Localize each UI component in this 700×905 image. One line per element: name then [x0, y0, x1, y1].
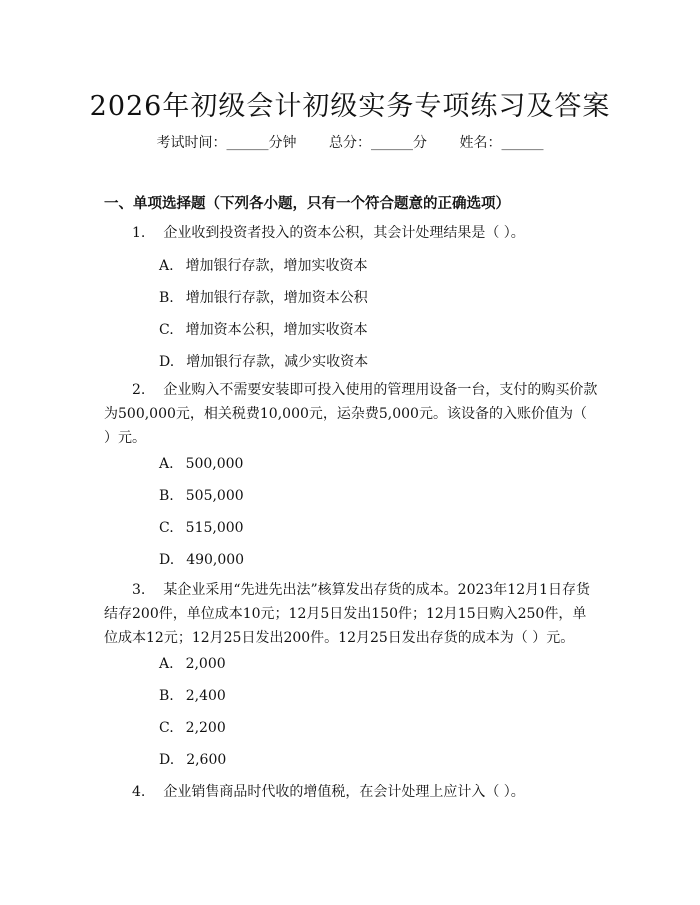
exam-name: 姓名：______ [459, 135, 544, 151]
option-text: 515,000 [185, 520, 244, 536]
question-text: 企业销售商品时代收的增值税，在会计处理上应计入（ ）。 [163, 784, 525, 800]
option-letter: B. [159, 290, 174, 306]
question-1-option-c [159, 319, 368, 339]
option-text: 2,400 [185, 688, 226, 704]
question-text: 企业购入不需要安装即可投入使用的管理用设备一台，支付的购买价款为500,000元，相关税费10,000元，运杂费5,000元。该设备的入账价值为（ ）元。 [104, 382, 598, 446]
question-text: 企业收到投资者投入的资本公积，其会计处理结果是（ ）。 [163, 225, 525, 241]
option-letter: D. [159, 752, 175, 768]
option-letter: B. [159, 488, 174, 504]
option-text: 增加银行存款，减少实收资本 [186, 354, 369, 370]
option-letter: B. [159, 688, 174, 704]
question-1 [104, 221, 598, 245]
section-heading: 一、单项选择题（下列各小题，只有一个符合题意的正确选项） [104, 196, 510, 212]
option-letter: C. [159, 720, 174, 736]
option-text: 490,000 [186, 552, 245, 568]
question-1-option-b [159, 287, 368, 307]
question-number: 2. [132, 382, 146, 398]
exam-score: 总分：______分 [329, 135, 427, 151]
question-1-option-d [159, 351, 368, 371]
question-text: 某企业采用“先进先出法”核算发出存货的成本。2023年12月1日存货结存200件，单位成本10元；12月5日发出150件；12月15日购入250件，单位成本12元；12月25日发出200件。12月25日发出存货的成本为（ ）元。 [104, 582, 591, 646]
exam-meta [0, 132, 700, 152]
question-4 [104, 780, 598, 804]
question-2-option-c [159, 520, 244, 536]
question-2 [104, 378, 598, 450]
question-3-option-c [159, 720, 226, 736]
option-letter: C. [159, 520, 174, 536]
question-3-option-a [159, 656, 226, 672]
option-letter: D. [159, 552, 175, 568]
option-text: 增加银行存款，增加资本公积 [185, 290, 368, 306]
option-letter: C. [159, 322, 174, 338]
question-3 [104, 578, 598, 650]
question-1-option-a [159, 255, 368, 275]
question-number: 3. [132, 582, 146, 598]
option-text: 增加资本公积，增加实收资本 [185, 322, 368, 338]
question-2-option-d [159, 552, 244, 568]
question-3-option-d [159, 752, 226, 768]
question-number: 1. [132, 225, 146, 241]
option-text: 505,000 [185, 488, 244, 504]
option-letter: A. [159, 456, 174, 472]
page-title: 2026年初级会计初级实务专项练习及答案 [89, 91, 611, 122]
option-text: 2,600 [186, 752, 227, 768]
option-text: 500,000 [185, 456, 244, 472]
option-letter: A. [159, 258, 174, 274]
exam-time: 考试时间：______分钟 [156, 135, 297, 151]
question-2-option-b [159, 488, 244, 504]
option-letter: D. [159, 354, 175, 370]
option-text: 增加银行存款，增加实收资本 [185, 258, 368, 274]
question-number: 4. [132, 784, 146, 800]
option-text: 2,000 [185, 656, 226, 672]
question-2-option-a [159, 456, 243, 472]
question-3-option-b [159, 688, 226, 704]
option-text: 2,200 [185, 720, 226, 736]
option-letter: A. [159, 656, 174, 672]
